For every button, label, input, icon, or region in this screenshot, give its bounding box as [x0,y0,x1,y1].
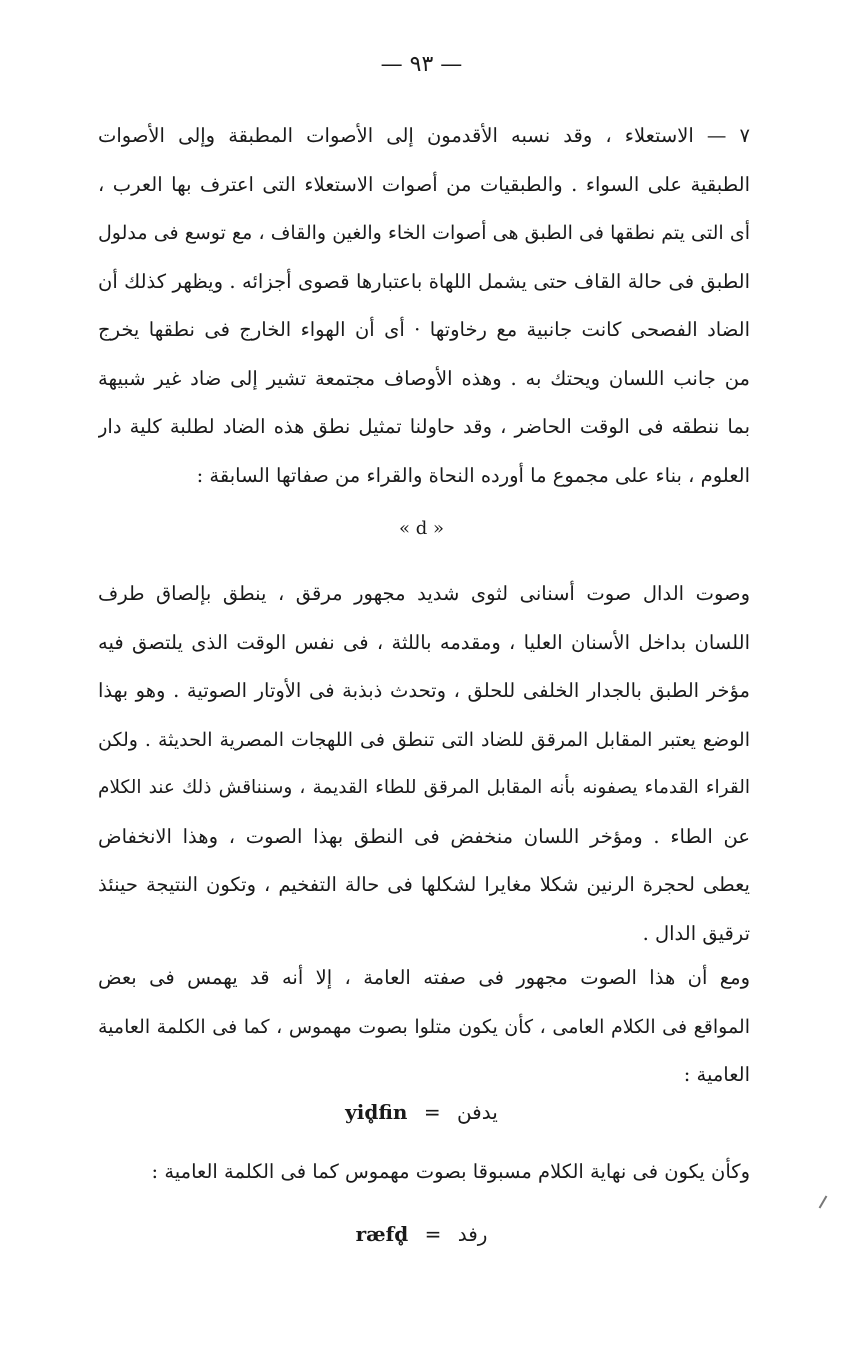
equals-sign: = [424,1222,442,1246]
text-line: بما ننطقه فى الوقت الحاضر ، وقد حاولنا تمثيل نطق هذه الضاد لطلبة كلية دار [98,415,750,438]
text-line: الطبقية على السواء . والطبقيات من أصوات الاستعلاء التى اعترف بها العرب ، [98,172,750,196]
text-line: ٧ — الاستعلاء ، وقد نسبه الأقدمون إلى الأصوات المطبقة وإلى الأصوات [98,124,750,147]
text-line: اللسان بداخل الأسنان العليا ، ومقدمه باللثة ، فى نفس الوقت الذى يلتصق فيه [98,630,750,654]
text-line: من جانب اللسان ويحتك به . وهذه الأوصاف مجتمعة تشير إلى ضاد غير شبيهة [98,366,750,390]
text-line: يعطى لحجرة الرنين شكلا مغايرا لشكلها فى حالة التفخيم ، وتكون النتيجة حينئذ [98,873,750,896]
sentence-final-position: وكأن يكون فى نهاية الكلام مسبوقا بصوت مهموس كما فى الكلمة العامية : [151,1160,750,1183]
example-raefd [0,1222,843,1246]
transcription: ræfd̥ [355,1222,409,1246]
text-line: الوضع يعتبر المقابل المرقق للضاد التى تنطق فى اللهجات المصرية الحديثة . ولكن [98,728,750,751]
arabic-word: رفد [457,1222,488,1246]
transcription: yid̥fin [345,1100,408,1124]
text-line: القراء القدماء يصفونه بأنه المقابل المرقق للطاء القديمة ، وسنناقش ذلك عند الكلام [98,777,750,798]
text-line: عن الطاء . ومؤخر اللسان منخفض فى النطق بهذا الصوت ، وهذا الانخفاض [98,824,750,848]
text-line: العامية : [683,1063,750,1086]
section-heading-d: « d » [399,518,444,539]
text-line: مؤخر الطبق بالجدار الخلفى للحلق ، وتحدث ذبذبة فى الأوتار الصوتية . وهو بهذا [98,679,750,702]
equals-sign: = [423,1100,441,1124]
scan-speck [819,1195,828,1208]
text-line: المواقع فى الكلام العامى ، كأن يكون متلوا بصوت مهموس ، كما فى الكلمة العامية [98,1015,750,1038]
paragraph-istila [98,112,750,500]
example-yidfin [0,1100,843,1124]
paragraph-devoicing [98,954,750,1100]
text-line: ترقيق الدال . [642,921,750,945]
paragraph-dal [98,570,750,958]
text-line: الطبق فى حالة القاف حتى يشمل اللهاة باعتبارها قصوى أجزائه . ويظهر كذلك أن [98,269,750,293]
text-line: ومع أن هذا الصوت مجهور فى صفته العامة ، إلا أنه قد يهمس فى بعض [98,966,750,989]
text-line: الضاد الفصحى كانت جانبية مع رخاوتها · أى أن الهواء الخارج فى نطقها يخرج [98,318,750,341]
arabic-word: يدفن [456,1100,498,1124]
text-line: العلوم ، بناء على مجموع ما أورده النحاة والقراء من صفاتها السابقة : [196,463,750,487]
text-line: وصوت الدال صوت أسنانى لثوى شديد مجهور مرقق ، ينطق بإلصاق طرف [98,582,750,605]
page-number: — ٩٣ — [380,52,463,77]
text-line: أى التى يتم نطقها فى الطبق هى أصوات الخاء والغين والقاف ، مع توسع فى مدلول [98,222,750,244]
